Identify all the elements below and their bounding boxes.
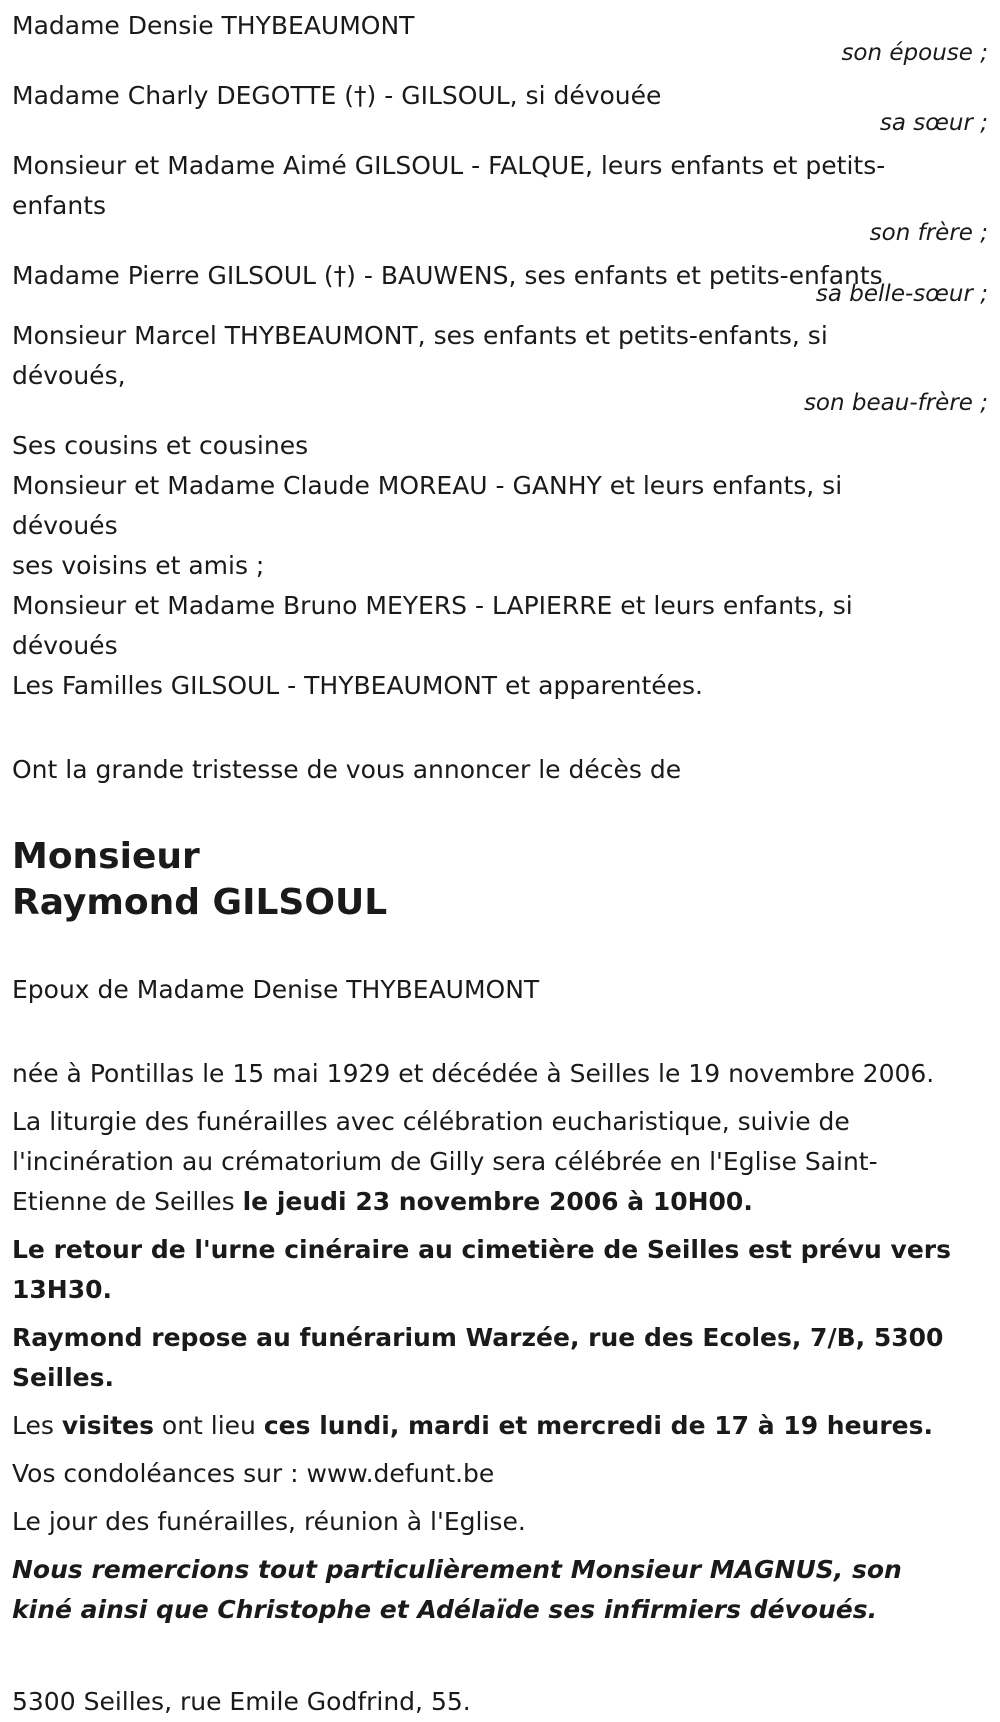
condolences-line: Vos condoléances sur : www.defunt.be	[12, 1459, 495, 1488]
birth-death-line: née à Pontillas le 15 mai 1929 et décédée à Seilles le 19 novembre 2006.	[12, 1059, 935, 1088]
liturgy-date: le jeudi 23 novembre 2006 à 10H00.	[242, 1187, 753, 1216]
mourner-line: ses voisins et amis ;	[12, 551, 265, 580]
family-member-relation: sa belle-sœur ;	[815, 281, 988, 307]
meeting-line: Le jour des funérailles, réunion à l'Eglise.	[12, 1507, 526, 1536]
family-member-name: Madame Charly DEGOTTE (†) - GILSOUL, si dévouée	[12, 81, 662, 110]
family-member-name: Monsieur et Madame Aimé GILSOUL - FALQUE, leurs enfants et petits-enfants	[12, 151, 886, 220]
mourner-line: Ses cousins et cousines	[12, 431, 309, 460]
visits-times: ces lundi, mardi et mercredi de 17 à 19 heures.	[263, 1411, 934, 1440]
visits-word: visites	[61, 1411, 154, 1440]
deceased-name: Raymond GILSOUL	[12, 882, 388, 923]
family-member-relation: son frère ;	[869, 220, 988, 246]
visits-middle: ont lieu	[153, 1411, 264, 1440]
family-member-name: Monsieur Marcel THYBEAUMONT, ses enfants et petits-enfants, si dévoués,	[12, 321, 828, 390]
family-member-name: Madame Pierre GILSOUL (†) - BAUWENS, ses enfants et petits-enfants	[12, 261, 883, 290]
family-member-relation: son épouse ;	[841, 40, 988, 66]
visits-prefix: Les	[12, 1411, 62, 1440]
urn-return-line: Le retour de l'urne cinéraire au cimetière de Seilles est prévu vers 13H30.	[12, 1235, 952, 1304]
mourner-line: Les Familles GILSOUL - THYBEAUMONT et apparentées.	[12, 671, 704, 700]
mourner-line: Monsieur et Madame Claude MOREAU - GANHY et leurs enfants, si dévoués	[12, 471, 843, 540]
family-member-relation: son beau-frère ;	[803, 390, 988, 416]
thanks-paragraph: Nous remercions tout particulièrement Monsieur MAGNUS, son kiné ainsi que Christophe et Adélaïde ses infirmiers dévoués.	[12, 1555, 902, 1624]
liturgy-paragraph	[12, 1102, 962, 1222]
family-section	[12, 6, 988, 426]
family-member-relation: sa sœur ;	[879, 110, 988, 136]
mourner-line: Monsieur et Madame Bruno MEYERS - LAPIERRE et leurs enfants, si dévoués	[12, 591, 853, 660]
deceased-title: Monsieur	[12, 836, 200, 877]
liturgy-text: La liturgie des funérailles avec célébration eucharistique, suivie de l'incinération au crématorium de Gilly sera célébrée en l'Eglise Saint-Etienne de Seilles	[12, 1107, 878, 1216]
visits-line	[12, 1406, 988, 1446]
others-section	[12, 426, 988, 706]
address-line: 5300 Seilles, rue Emile Godfrind, 55.	[12, 1687, 471, 1716]
family-member-name: Madame Densie THYBEAUMONT	[12, 11, 415, 40]
announcement-line: Ont la grande tristesse de vous annoncer le décès de	[12, 755, 682, 784]
obituary-notice	[12, 6, 988, 1722]
funerarium-line: Raymond repose au funérarium Warzée, rue des Ecoles, 7/B, 5300 Seilles.	[12, 1323, 944, 1392]
spouse-line: Epoux de Madame Denise THYBEAUMONT	[12, 975, 540, 1004]
